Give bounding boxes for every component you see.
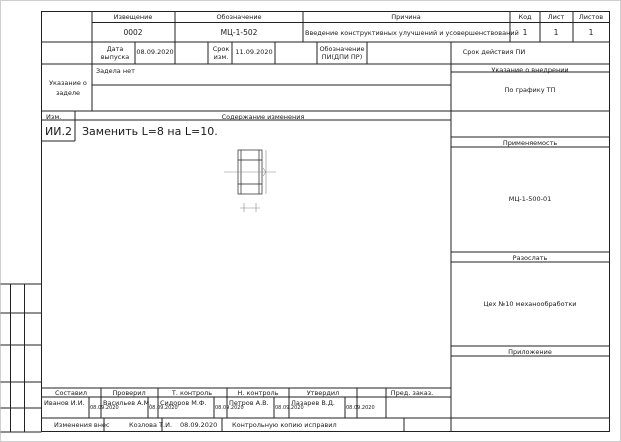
col-sheet-label: Лист xyxy=(547,13,565,21)
implementation-label: Указание о внедрении xyxy=(491,66,569,74)
col-sheets-label: Листов xyxy=(578,13,604,21)
signer-name-4: Лазарев В.Д. xyxy=(291,399,336,407)
col-content-label: Содержание изменения xyxy=(221,113,305,121)
sign-date-2: 08.09.2020 xyxy=(215,405,244,411)
distribution-label: Разослать xyxy=(512,254,548,262)
sign-date-4: 08.09.2020 xyxy=(346,405,375,411)
sign-date-1: 08.09.2020 xyxy=(149,405,178,411)
validity-label: Срок действия ПИ xyxy=(462,48,526,56)
role-tech-control: Т. контроль xyxy=(171,389,213,397)
designation-value: МЦ-1-502 xyxy=(220,28,258,37)
col-change-label: Изм. xyxy=(46,113,62,121)
signer-name-2: Сидоров М.Ф. xyxy=(160,399,207,407)
sheets-value: 1 xyxy=(588,28,594,37)
signer-name-3: Петров А.В. xyxy=(229,399,269,407)
sign-date-3: 08.09.2020 xyxy=(275,405,304,411)
role-checked: Проверил xyxy=(112,389,146,397)
designation-pi-label: Обозначение ПИ(ДПИ ПР) xyxy=(319,45,365,61)
role-compiled: Составил xyxy=(54,389,88,397)
entered-by-name: Козлова Т.И. xyxy=(129,421,173,429)
role-approved: Утвердил xyxy=(306,389,340,397)
control-copy-label: Контрольную копию исправил xyxy=(232,421,337,429)
distribution-value: Цех №10 механообработки xyxy=(483,300,577,308)
notice-number: 0002 xyxy=(123,28,143,37)
sheet-value: 1 xyxy=(553,28,559,37)
change-deadline-value: 11.09.2020 xyxy=(235,48,273,56)
change-deadline-label: Срок изм. xyxy=(212,45,230,61)
backlog-value: Задела нет xyxy=(96,67,135,75)
applicability-label: Применяемость xyxy=(502,139,558,147)
sign-date-0: 08.09.2020 xyxy=(90,405,119,411)
release-date-value: 08.09.2020 xyxy=(136,48,174,56)
role-norm-control: Н. контроль xyxy=(237,389,279,397)
col-code-label: Код xyxy=(518,13,532,21)
reason-value: Введение конструктивных улучшений и усовершенствований xyxy=(305,29,519,37)
col-reason-label: Причина xyxy=(391,13,421,21)
code-value: 1 xyxy=(522,28,528,37)
attachment-label: Приложение xyxy=(508,348,552,356)
role-customer-rep: Пред. заказ. xyxy=(390,389,434,397)
implementation-value: По графику ТП xyxy=(504,86,556,94)
col-designation-label: Обозначение xyxy=(216,13,262,21)
signer-name-0: Иванов И.И. xyxy=(44,399,85,407)
col-notice-label: Извещение xyxy=(113,13,153,21)
signer-name-1: Васильев А.М. xyxy=(103,399,152,407)
applicability-value: МЦ-1-500-01 xyxy=(508,195,552,203)
entered-date: 08.09.2020 xyxy=(180,421,218,429)
entered-by-label: Изменения внес xyxy=(54,421,110,429)
change-text: Заменить L=8 на L=10. xyxy=(82,125,218,138)
backlog-label: Указание о заделе xyxy=(49,79,87,97)
release-date-label: Дата выпуска xyxy=(100,45,130,61)
change-code: ИИ.2 xyxy=(45,125,72,138)
